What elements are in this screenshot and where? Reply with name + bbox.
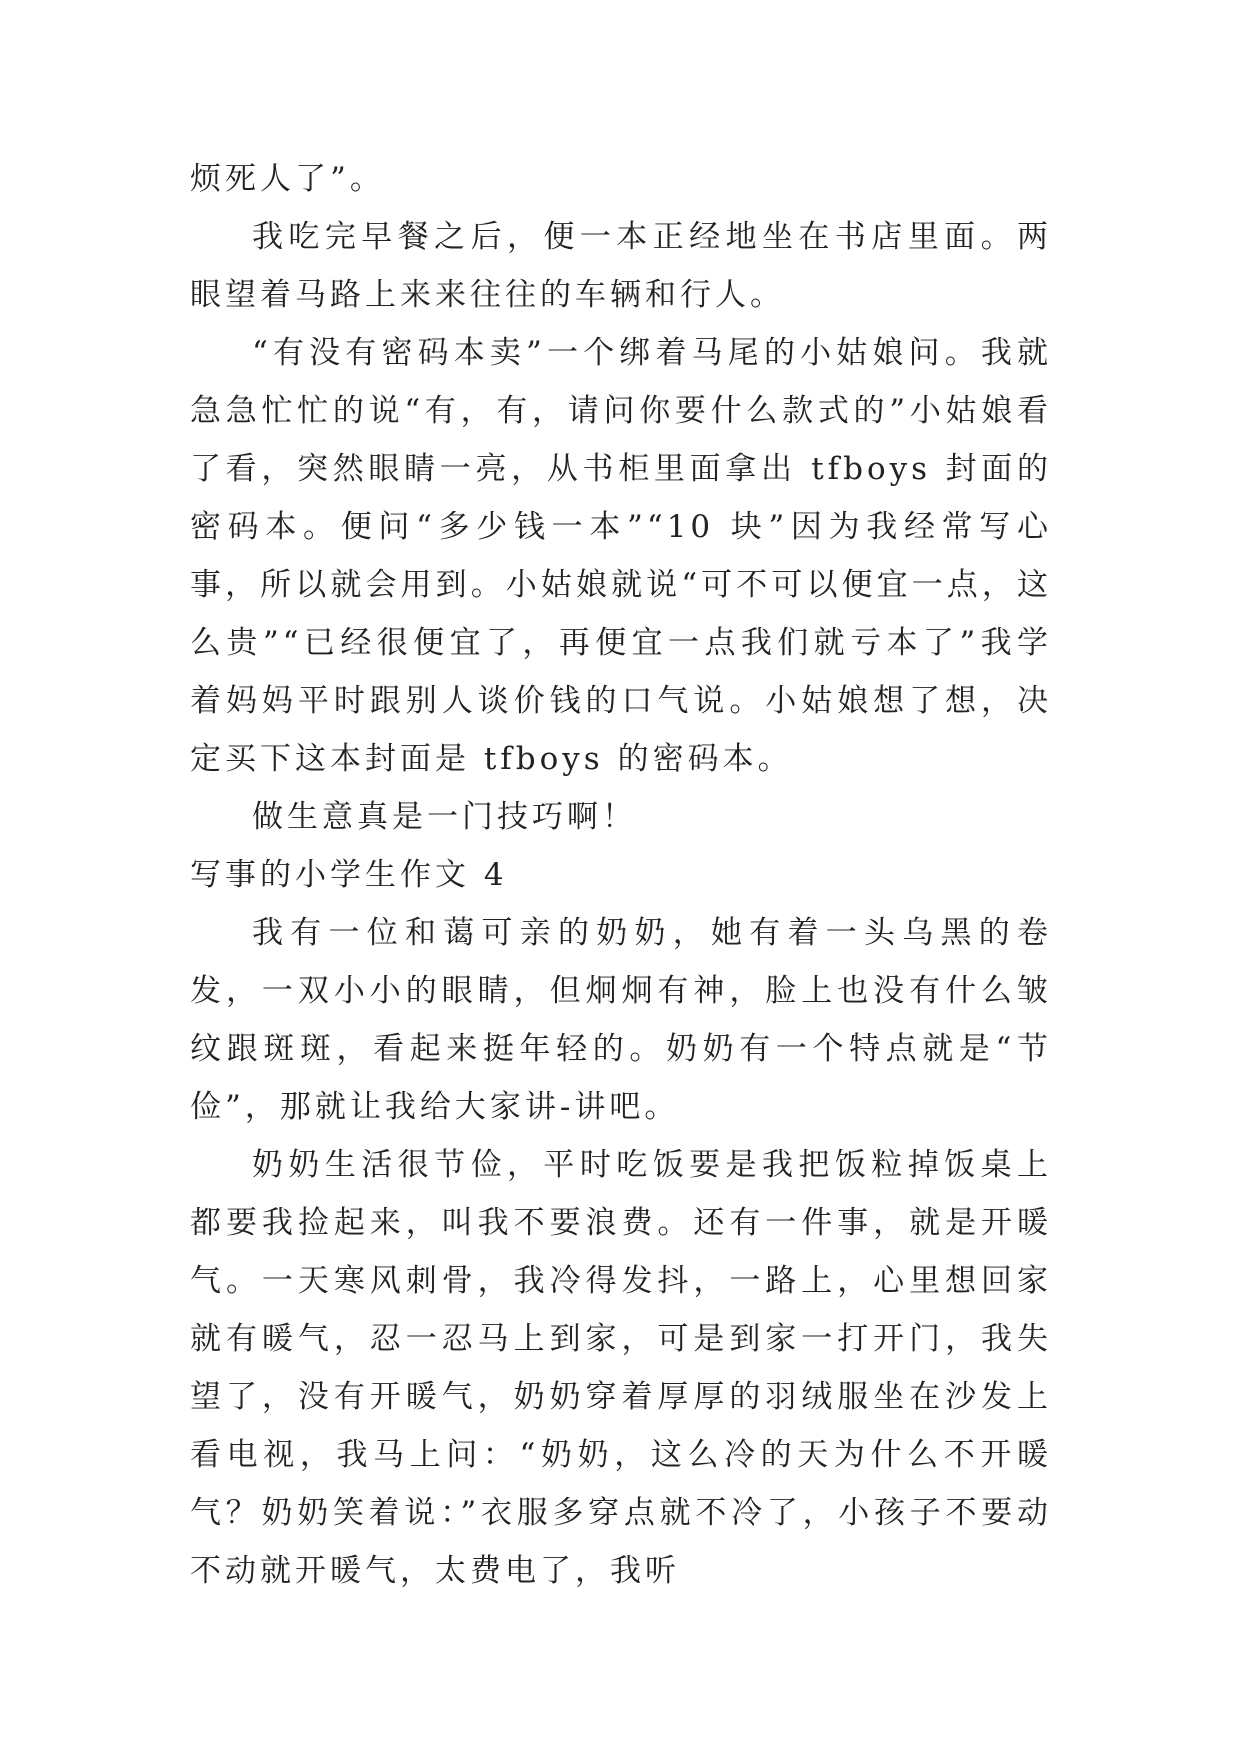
paragraph-business-skill: 做生意真是一门技巧啊！ — [252, 799, 637, 835]
paragraph-grandma-intro: 我有一位和蔼可亲的奶奶，她有着一头乌黑的卷发，一双小小的眼睛，但炯炯有神，脸上也没有什么皱纹跟斑斑，看起来挺年轻的。奶奶有一个特点就是“节俭”，那就让我给大家讲-讲吧。 — [190, 915, 1052, 1125]
paragraph-grandma-thrift: 奶奶生活很节俭，平时吃饭要是我把饭粒掉饭桌上都要我捡起来，叫我不要浪费。还有一件事，就是开暖气。一天寒风刺骨，我冷得发抖，一路上，心里想回家就有暖气，忍一忍马上到家，可是到家一打开门，我失望了，没有开暖气，奶奶穿着厚厚的羽绒服坐在沙发上看电视，我马上问：“奶奶，这么冷的天为什么不开暖气？奶奶笑着说：”衣服多穿点就不冷了，小孩子不要动不动就开暖气，太费电了，我听 — [190, 1147, 1052, 1589]
paragraph-breakfast: 我吃完早餐之后，便一本正经地坐在书店里面。两眼望着马路上来来往往的车辆和行人。 — [190, 219, 1052, 313]
paragraph-continuation: 烦死人了”。 — [190, 161, 385, 197]
paragraph-notebook-sale: “有没有密码本卖”一个绑着马尾的小姑娘问。我就急急忙忙的说“有，有，请问你要什么款式的”小姑娘看了看，突然眼睛一亮，从书柜里面拿出 tfboys 封面的密码本。便问“多少钱一本”“10 块”因为我经常写心事，所以就会用到。小姑娘就说“可不可以便宜一点，这么贵”“已经很便宜了，再便宜一点我们就亏本了”我学着妈妈平时跟别人谈价钱的口气说。小姑娘想了想，决定买下这本封面是 tfboys 的密码本。 — [190, 335, 1052, 777]
section-heading: 写事的小学生作文 4 — [190, 857, 508, 893]
document-page — [190, 150, 1052, 1600]
